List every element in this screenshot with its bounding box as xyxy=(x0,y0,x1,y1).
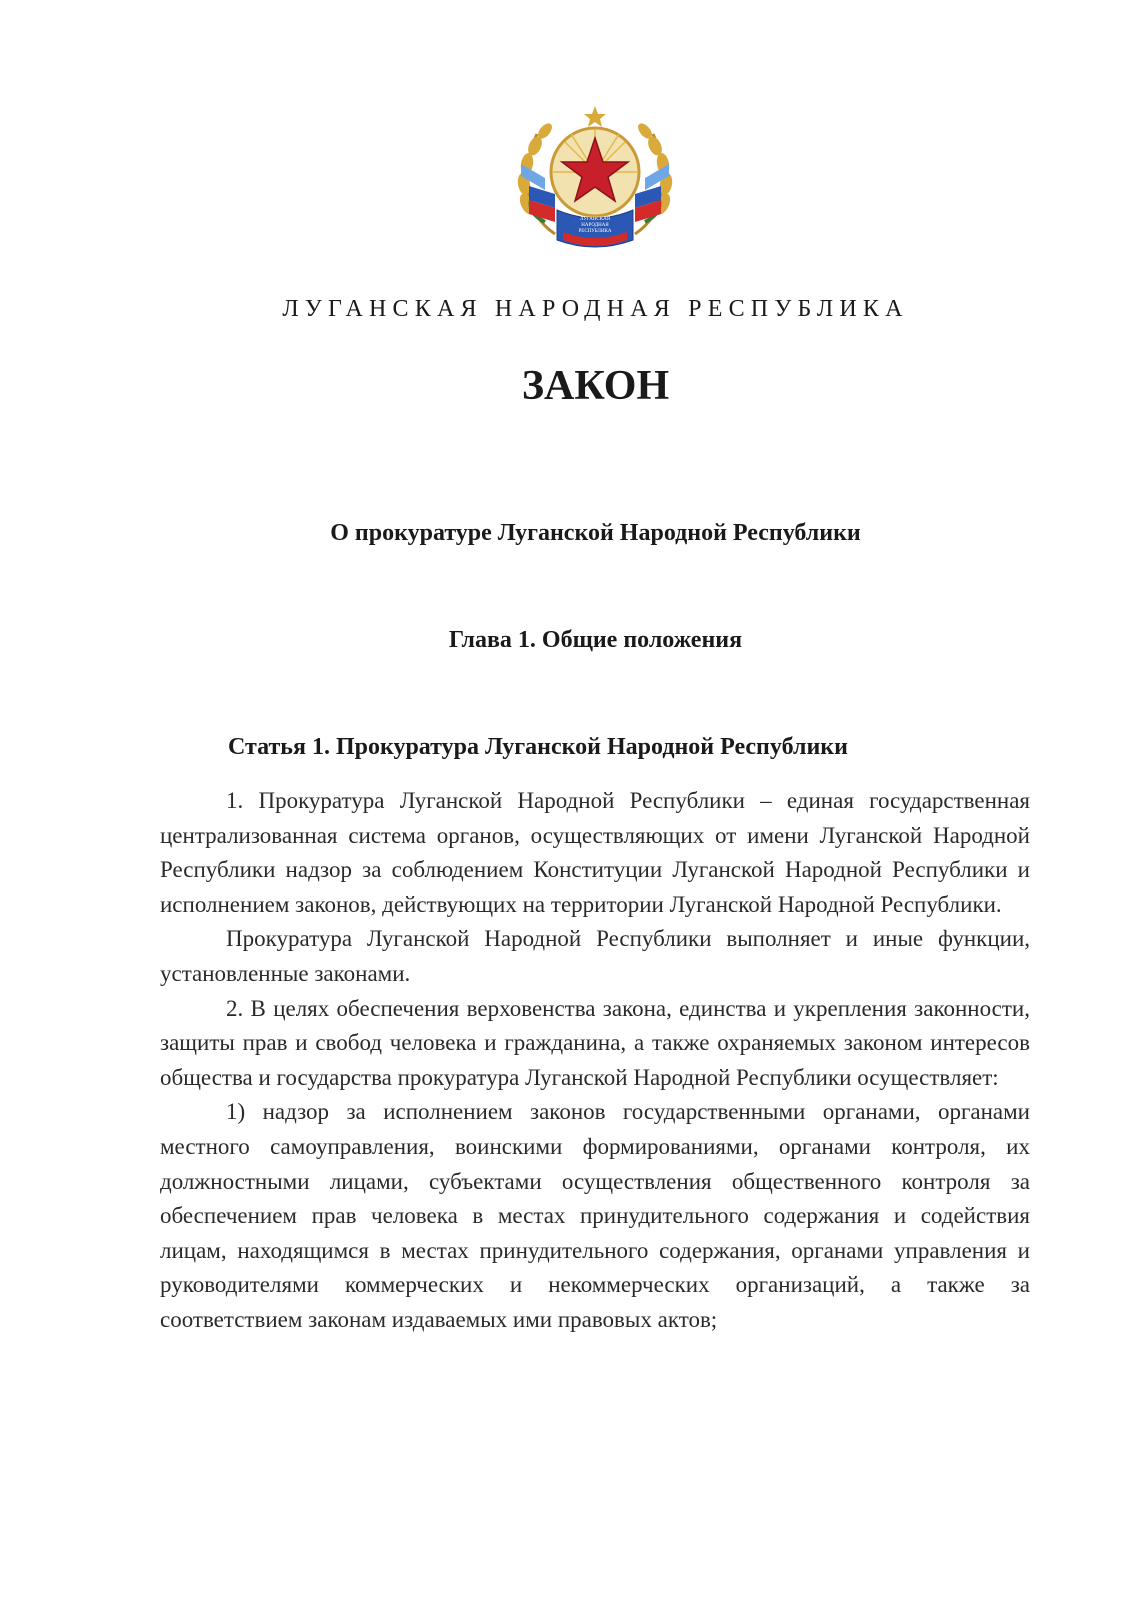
law-title: О прокуратуре Луганской Народной Республики xyxy=(330,520,861,546)
banner-text-line-2: НАРОДНАЯ xyxy=(581,223,609,228)
paragraph-2: Прокуратура Луганской Народной Республики выполняет и иные функции, установленные законами. xyxy=(160,926,1030,986)
article-title: Статья 1. Прокуратура Луганской Народной Республики xyxy=(228,734,848,760)
coat-of-arms-emblem xyxy=(515,104,675,254)
paragraph-4: 1) надзор за исполнением законов государственными органами, органами местного самоуправления, воинскими формированиями, органами контроля, их должностными лицами, субъектами осуществления общественного контроля за обеспечением прав человека в местах принудительного содержания и содействия лицам, находящимся в местах принудительного содержания, органами управления и руководителями коммерческих и некоммерческих организаций, а также за соответствием законам издаваемых ими правовых актов; xyxy=(160,1099,1030,1332)
state-name-heading: ЛУГАНСКАЯ НАРОДНАЯ РЕСПУБЛИКА xyxy=(282,296,909,322)
paragraph-1: 1. Прокуратура Луганской Народной Республики – единая государственная централизованная система органов, осуществляющих от имени Луганской Народной Республики надзор за соблюдением Конституции Луганской Народной Республики и исполнением законов, действующих на территории Луганской Народной Республики. xyxy=(160,788,1030,917)
article-body xyxy=(160,784,1030,1338)
document-type-heading: ЗАКОН xyxy=(521,363,670,409)
paragraph-3: 2. В целях обеспечения верховенства закона, единства и укрепления законности, защиты прав и свобод человека и гражданина, а также охраняемых законом интересов общества и государства прокуратура Луганской Народной Республики осуществляет: xyxy=(160,995,1030,1090)
banner-text-line-1: ЛУГАНСКАЯ xyxy=(579,217,611,222)
top-star-icon xyxy=(584,106,606,127)
chapter-title: Глава 1. Общие положения xyxy=(448,627,743,653)
banner-text-line-3: РЕСПУБЛИКА xyxy=(578,229,612,234)
